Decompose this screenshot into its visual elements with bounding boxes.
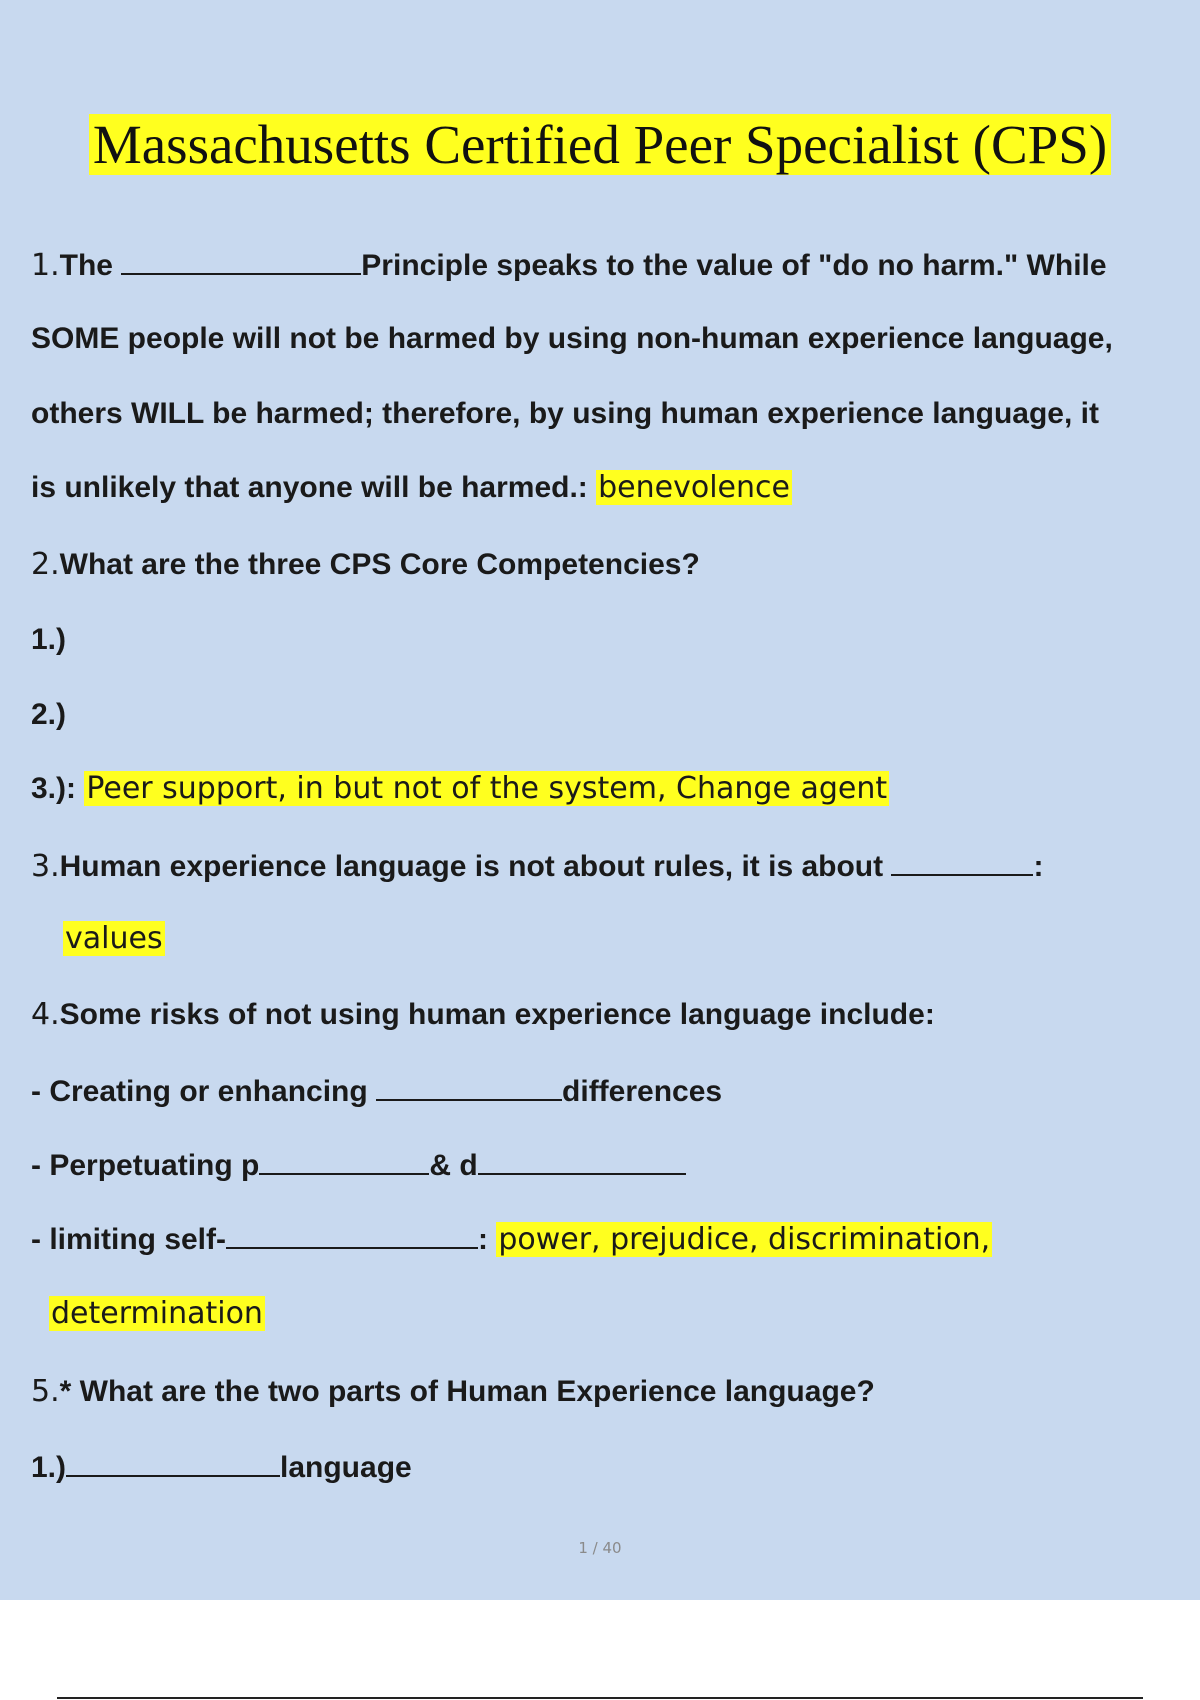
question-3-text: Human experience language is not about rules, it is about (59, 850, 892, 883)
question-1-number: 1. (31, 248, 60, 283)
risk-3-blank (226, 1219, 478, 1249)
question-4-answer-part-2: determination (51, 1296, 263, 1331)
question-4-answer-line-2 (49, 1294, 265, 1334)
question-1-lead: The (59, 249, 122, 282)
question-5 (31, 1372, 875, 1412)
risk-2-blank-p (259, 1145, 429, 1175)
question-2-answer: Peer support, in but not of the system, Change agent (86, 771, 888, 806)
question-3-number: 3. (31, 849, 60, 884)
question-2 (31, 545, 700, 585)
document-title (0, 110, 1200, 180)
question-2-item-1: 1.) (31, 623, 67, 656)
question-2-item-3 (31, 769, 889, 809)
question-1-text-end: is unlikely that anyone will be harmed.: (31, 471, 597, 504)
next-page-rule (57, 1697, 1143, 1699)
question-1-line-3: others WILL be harmed; therefore, by using human experience language, it (31, 397, 1099, 430)
risk-2-blank-d (478, 1145, 686, 1175)
question-5-text: * What are the two parts of Human Experience language? (59, 1375, 875, 1408)
question-1-text: Principle speaks to the value of "do no harm." While (361, 249, 1107, 282)
page-indicator: 1 / 40 (578, 1539, 622, 1557)
question-2-number: 2. (31, 547, 60, 582)
question-4-risk-1 (31, 1071, 722, 1112)
risk-1-suffix: differences (562, 1075, 723, 1108)
question-5-item-1 (31, 1447, 412, 1488)
risk-3-text: - limiting self- (31, 1223, 226, 1256)
question-5-item-1-label: 1.) (31, 1451, 67, 1484)
question-4-risk-3 (31, 1219, 992, 1260)
risk-1-blank (376, 1071, 562, 1101)
question-4-answer-part-1: power, prejudice, discrimination, (498, 1222, 991, 1257)
question-5-item-1-blank (66, 1447, 280, 1477)
question-3-blank (891, 846, 1033, 876)
question-2-item-3-label: 3.): (31, 772, 85, 805)
question-3-answer: values (65, 921, 163, 956)
question-1-line-2: SOME people will not be harmed by using non-human experience language, (31, 322, 1113, 355)
question-2-text: What are the three CPS Core Competencies? (59, 548, 700, 581)
question-1-answer: benevolence (598, 470, 790, 505)
question-1-line-4 (31, 468, 792, 508)
risk-3-colon: : (478, 1223, 497, 1256)
question-3-colon: : (1033, 850, 1044, 883)
question-2-item-2: 2.) (31, 698, 67, 731)
risk-2-mid: & d (429, 1149, 478, 1182)
title-text: Massachusetts Certified Peer Specialist (CPS) (89, 114, 1111, 175)
question-3-answer-line (63, 919, 165, 959)
question-3 (31, 846, 1043, 887)
question-4-risk-2 (31, 1145, 686, 1186)
risk-1-text: - Creating or enhancing (31, 1075, 377, 1108)
question-4 (31, 995, 935, 1035)
question-4-text: Some risks of not using human experience language include: (59, 998, 935, 1031)
question-1-blank (121, 245, 361, 275)
question-5-item-1-suffix: language (280, 1451, 412, 1484)
question-4-number: 4. (31, 997, 60, 1032)
question-1-line-1 (31, 245, 1107, 286)
risk-2-text: - Perpetuating p (31, 1149, 260, 1182)
question-5-number: 5. (31, 1374, 60, 1409)
